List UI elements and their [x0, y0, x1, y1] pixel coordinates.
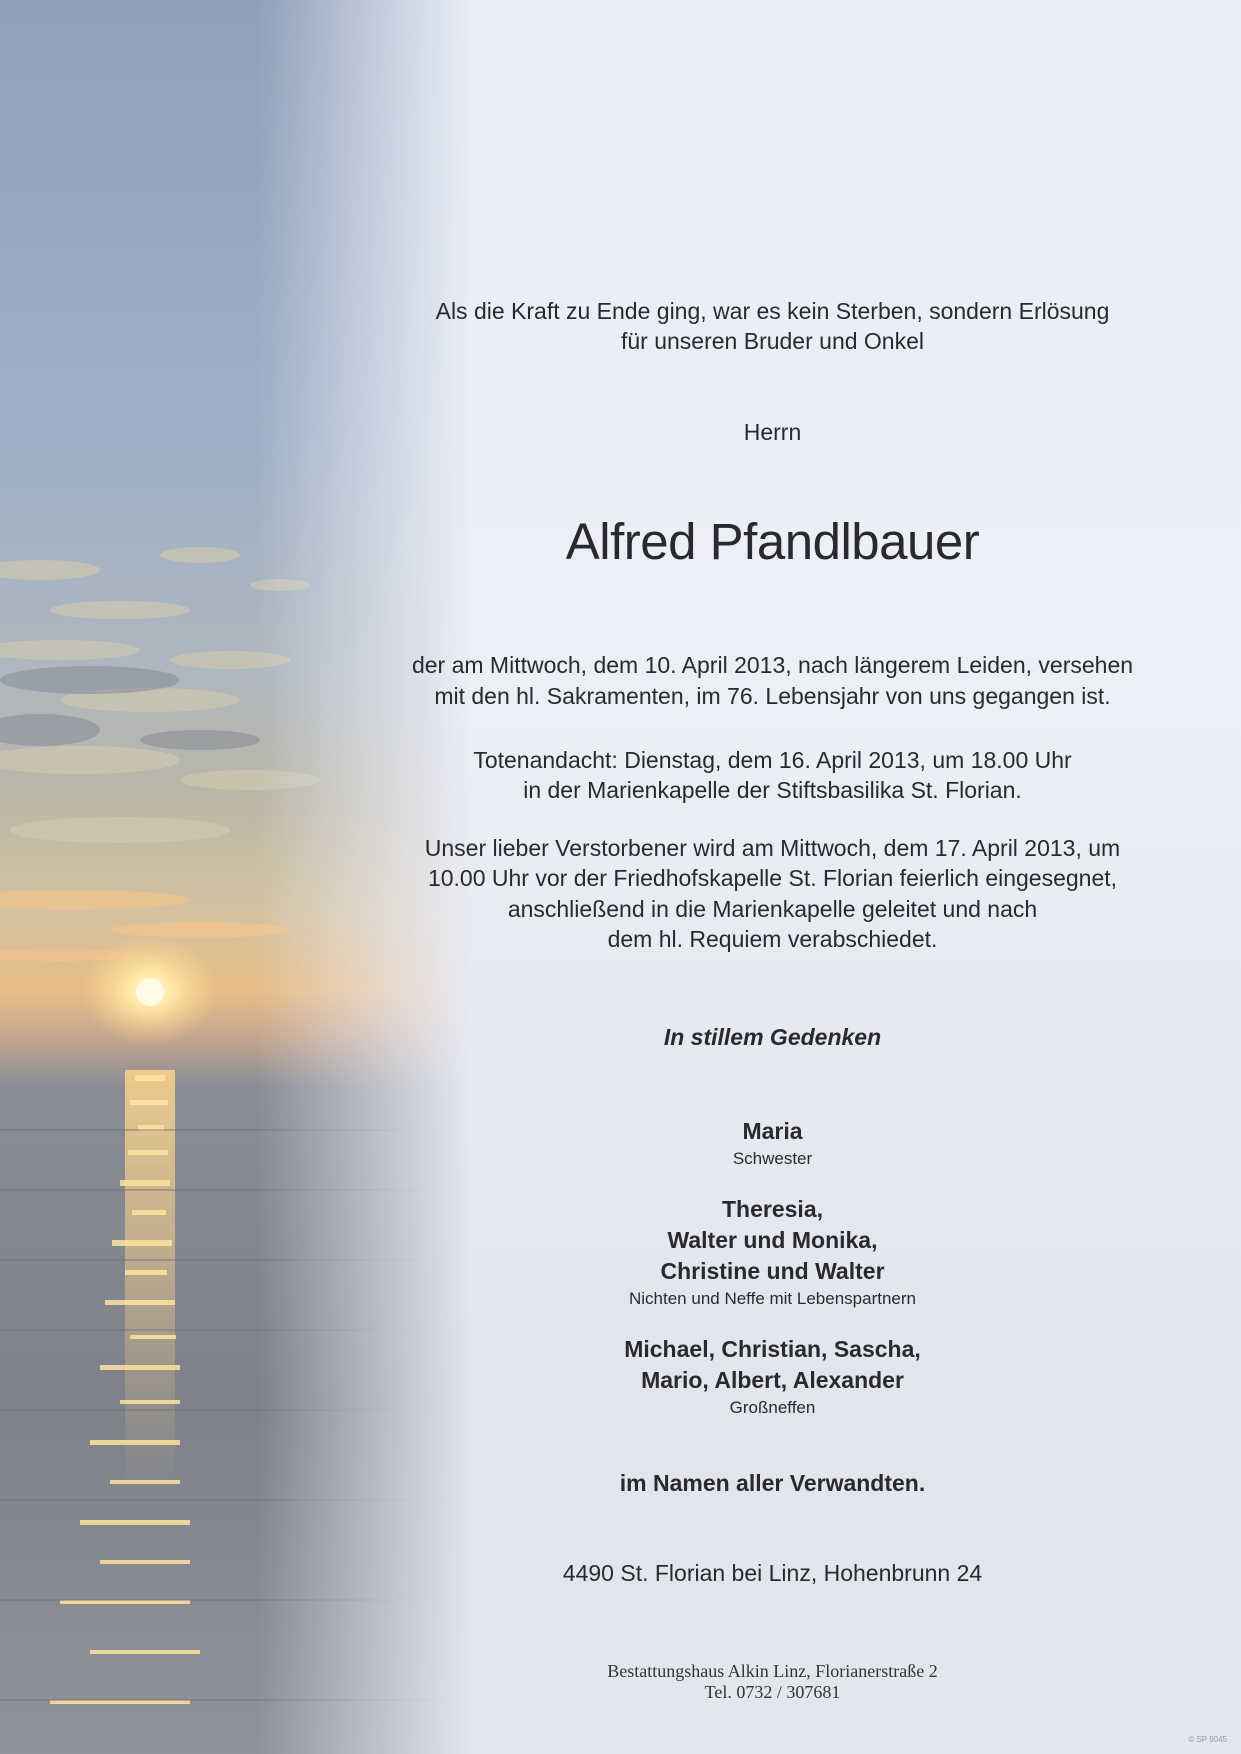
mourner-relation: Schwester — [732, 1149, 813, 1168]
mourner-name: Michael, Christian, Sascha, — [624, 1336, 921, 1362]
mourner-relation: Großneffen — [729, 1398, 816, 1417]
mourner-name: Christine und Walter — [660, 1258, 885, 1284]
undertaker-line-2: Tel. 0732 / 307681 — [704, 1682, 841, 1702]
deceased-name: Alfred Pfandlbauer — [565, 513, 980, 570]
mourner-name: Walter und Monika, — [667, 1227, 878, 1253]
memorial-motto: In stillem Gedenken — [663, 1024, 882, 1050]
funeral-line-2: 10.00 Uhr vor der Friedhofskapelle St. Florian feierlich eingesegnet, — [427, 865, 1118, 891]
mourner-name: Mario, Albert, Alexander — [641, 1367, 904, 1393]
intro-line-2: für unseren Bruder und Onkel — [620, 328, 924, 354]
closing-line: im Namen aller Verwandten. — [619, 1470, 926, 1496]
mourner-relation: Nichten und Neffe mit Lebenspartnern — [629, 1289, 916, 1308]
death-notice-line-2: mit den hl. Sakramenten, im 76. Lebensjahr von uns gegangen ist. — [434, 683, 1111, 709]
undertaker-line-1: Bestattungshaus Alkin Linz, Florianerstraße 2 — [607, 1661, 938, 1681]
template-code-mark: © SP 9045 — [1188, 1735, 1227, 1744]
funeral-line-1: Unser lieber Verstorbener wird am Mittwoch, dem 17. April 2013, um — [424, 835, 1121, 861]
funeral-line-3: anschließend in die Marienkapelle geleitet und nach — [507, 896, 1038, 922]
funeral-line-4: dem hl. Requiem verabschiedet. — [607, 926, 938, 952]
mourner-name: Maria — [742, 1118, 803, 1144]
intro-line-1: Als die Kraft zu Ende ging, war es kein Sterben, sondern Erlösung — [435, 298, 1110, 324]
family-address: 4490 St. Florian bei Linz, Hohenbrunn 24 — [562, 1560, 983, 1586]
vigil-line-2: in der Marienkapelle der Stiftsbasilika St. Florian. — [523, 777, 1022, 803]
mourner-name: Theresia, — [722, 1196, 823, 1222]
vigil-line-1: Totenandacht: Dienstag, dem 16. April 2013, um 18.00 Uhr — [473, 747, 1072, 773]
salutation: Herrn — [743, 419, 802, 445]
death-notice-line-1: der am Mittwoch, dem 10. April 2013, nach längerem Leiden, versehen — [411, 652, 1134, 678]
